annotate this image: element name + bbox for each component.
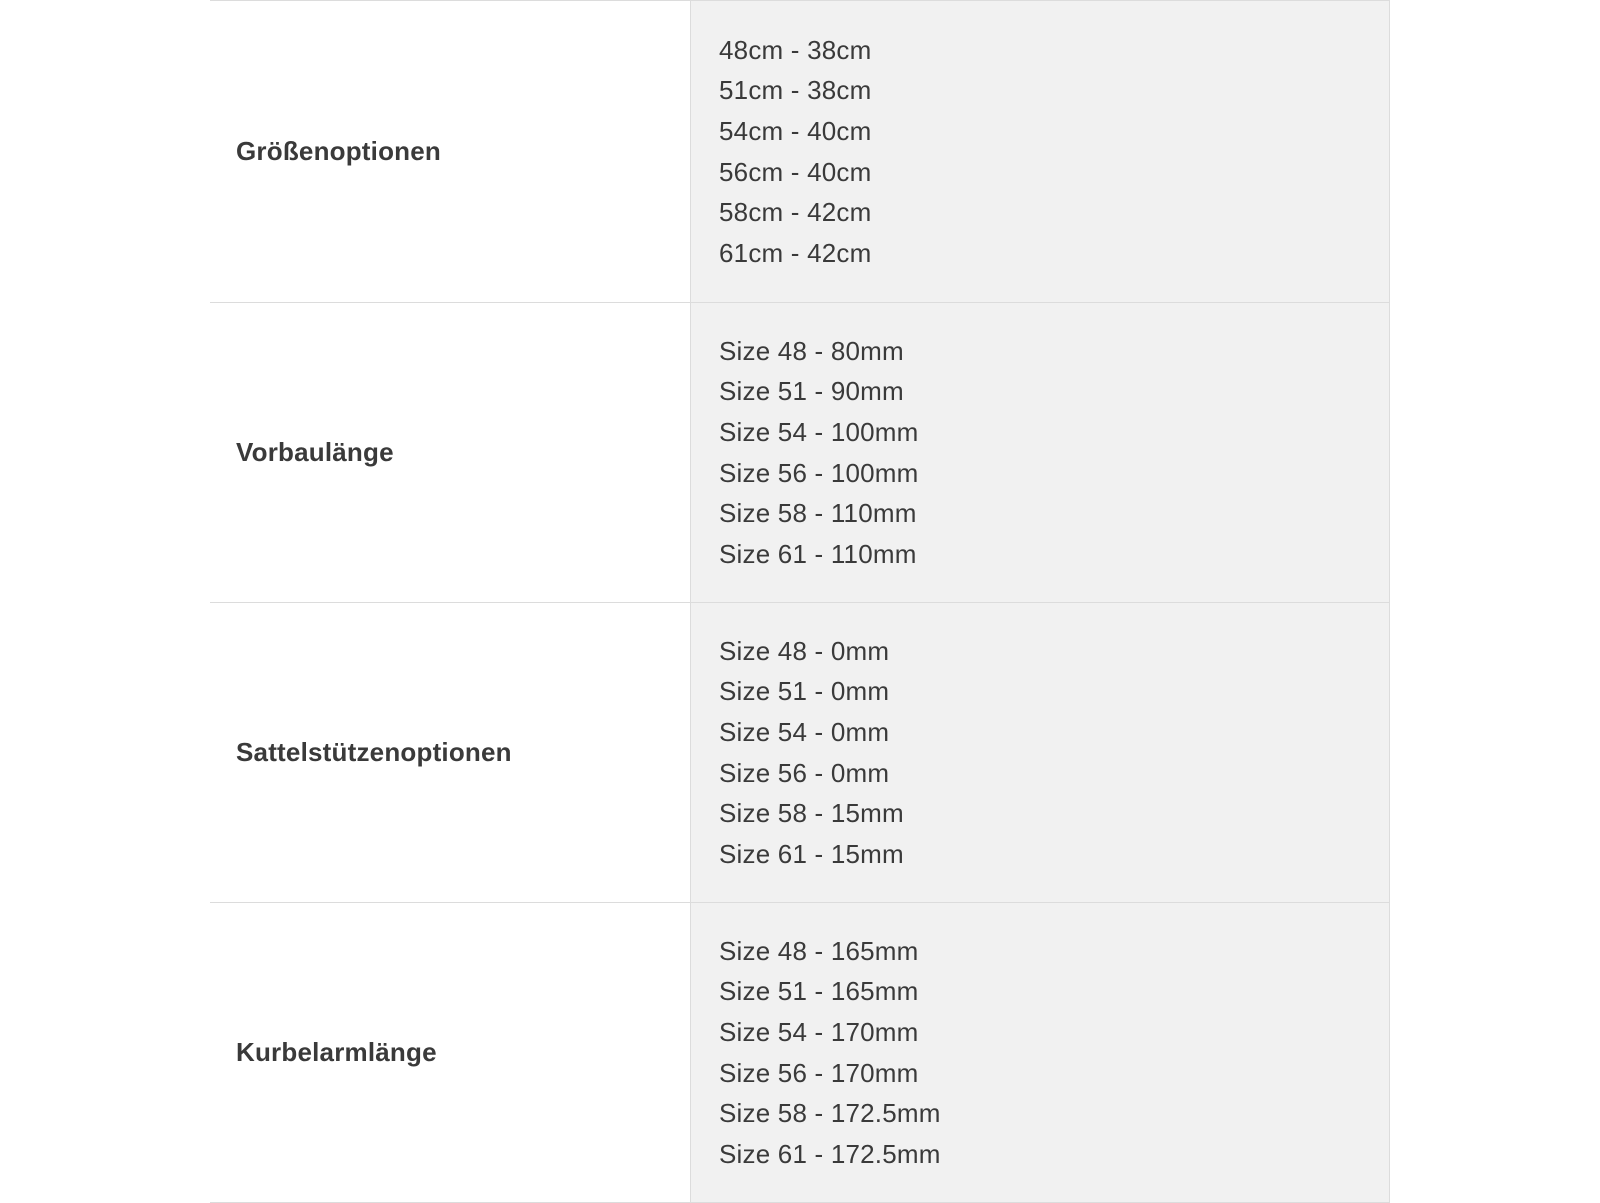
spec-value: 56cm - 40cm (719, 156, 872, 187)
spec-value: Size 61 - 15mm (719, 838, 904, 869)
spec-label-cell (210, 603, 690, 902)
spec-label-cell (210, 903, 690, 1202)
spec-value: Size 54 - 0mm (719, 716, 890, 747)
spec-label: Kurbelarmlänge (236, 1037, 437, 1067)
spec-value: Size 58 - 172.5mm (719, 1098, 941, 1129)
spec-value: Size 56 - 100mm (719, 457, 919, 488)
spec-value: Size 54 - 170mm (719, 1016, 919, 1047)
spec-value: Size 58 - 110mm (719, 498, 917, 529)
spec-value: Size 56 - 170mm (719, 1057, 919, 1088)
spec-value: Size 61 - 110mm (719, 538, 917, 569)
spec-value: 61cm - 42cm (719, 237, 872, 268)
spec-value: Size 48 - 80mm (719, 335, 904, 366)
spec-value: 51cm - 38cm (719, 75, 872, 106)
spec-value: Size 54 - 100mm (719, 416, 919, 447)
spec-value: Size 61 - 172.5mm (719, 1138, 941, 1169)
spec-value-cell (690, 903, 1390, 1202)
spec-value: 48cm - 38cm (719, 34, 872, 65)
spec-row-crank-length (210, 903, 1390, 1203)
spec-label: Sattelstützenoptionen (236, 737, 512, 767)
spec-value: Size 51 - 90mm (719, 376, 904, 407)
spec-value-cell (690, 1, 1390, 302)
spec-label: Vorbaulänge (236, 437, 394, 467)
spec-value-cell (690, 303, 1390, 602)
spec-value: Size 58 - 15mm (719, 798, 904, 829)
spec-value: 54cm - 40cm (719, 115, 872, 146)
spec-row-size-options (210, 1, 1390, 303)
spec-table (210, 0, 1390, 1203)
spec-label-cell (210, 303, 690, 602)
spec-value: 58cm - 42cm (719, 197, 872, 228)
spec-label-cell (210, 1, 690, 302)
spec-row-seatpost-options (210, 603, 1390, 903)
spec-label: Größenoptionen (236, 136, 441, 166)
spec-value: Size 56 - 0mm (719, 757, 890, 788)
spec-value: Size 48 - 0mm (719, 635, 890, 666)
spec-row-stem-length (210, 303, 1390, 603)
spec-value: Size 51 - 165mm (719, 976, 919, 1007)
spec-value: Size 48 - 165mm (719, 935, 919, 966)
spec-value: Size 51 - 0mm (719, 676, 890, 707)
spec-value-cell (690, 603, 1390, 902)
